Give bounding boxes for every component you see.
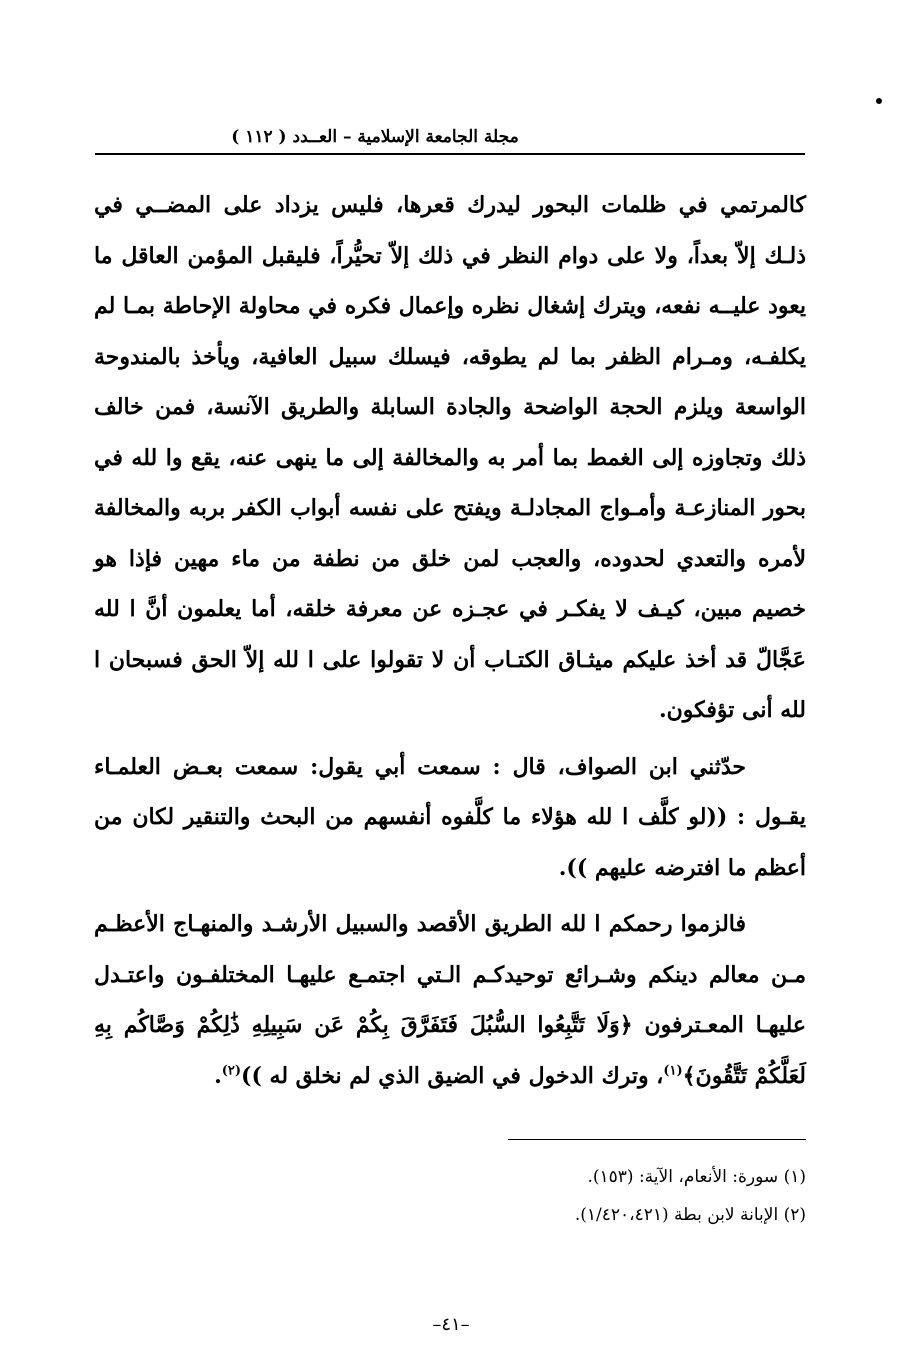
header-rule (95, 153, 805, 155)
paragraph-3-start: فالزموا رحمكم ا لله الطريق الأقصد والسبيل الأرشـد والمنهـاج الأعظـم مـن معالم دينكم وشـرائع توحيدكـم الـتي اجتمـع عليهـا المختلفـون واعتـدل عليهـا المعـترفون (94, 911, 806, 1038)
footnote-ref-1: (١) (663, 1063, 683, 1079)
page-number: –٤١– (432, 1314, 470, 1335)
footnote-ref-2: (٢) (221, 1063, 242, 1079)
paragraph-3-middle: ، وترك الدخول في الضيق الذي لم نخلق له )) (241, 1062, 664, 1089)
footnotes (300, 1158, 806, 1234)
quran-verse: ﴿وَلَا تَتَّبِعُوا السُّبُلَ فَتَفَرَّقَ بِكُمْ عَن سَبِيلِهِ ذَٰلِكُمْ وَصَّاكُم بِهِ لَعَلَّكُمْ تَتَّقُونَ﴾ (94, 1012, 806, 1089)
footnote-rule (508, 1139, 806, 1140)
main-text (94, 180, 806, 1101)
paragraph-1: كالمرتمي في ظلمات البحور ليدرك قعرها، فليس يزداد على المضــي في ذلـك إلاّ بعداً، ولا على دوام النظر في ذلك إلاّ تحيُّراً، فليقبل المؤمن العاقل ما يعود عليــه نفعه، ويترك إشغال نظره وإعمال فكره في محاولة الإحاطة بمـا لم يكلفـه، ومـرام الظفر بما لم يطوقه، فيسلك سبيل العافية، ويأخذ بالمندوحة الواسعة ويلزم الحجة الواضحة والجادة السابلة والطريق الآنسة، فمن خالف ذلك وتجاوزه إلى الغمط بما أمر به والمخالفة إلى ما ينهى عنه، يقع وا لله في بحور المنازعـة وأمـواج المجادلـة ويفتح على نفسه أبواب الكفر بربه والمخالفة لأمره والتعدي لحدوده، والعجب لمن خلق من نطفة من ماء مهين فإذا هو خصيم مبين، كيـف لا يفكـر في عجـزه عن معرفة خلقه، أما يعلمون أنَّ ا لله عَجَّالّ قد أخذ عليكم ميثـاق الكتـاب أن لا تقولوا على ا لله إلاّ الحق فسبحان ا لله أنى تؤفكون. (94, 192, 806, 723)
running-header: مجلة الجامعة الإسلامية – العــدد ( ١١٢ ) (231, 127, 519, 147)
paragraph-3-end: . (214, 1062, 222, 1089)
footnote-2: (٢) الإبانة لابن بطة (١/٤٢٠،٤٢١). (574, 1205, 806, 1225)
paragraph-2: حدّثني ابن الصواف، قال : سمعت أبي يقول: سمعت بعـض العلمـاء يقـول : ((لو كلَّف ا لله هؤلاء ما كلَّفوه أنفسهم من البحث والتنقير لكان من أعظم ما افترضه عليهم )). (94, 753, 806, 881)
margin-dot (876, 98, 882, 104)
paragraph-3 (94, 899, 806, 1101)
footnote-1: (١) سورة: الأنعام، الآية: (١٥٣). (587, 1167, 806, 1187)
